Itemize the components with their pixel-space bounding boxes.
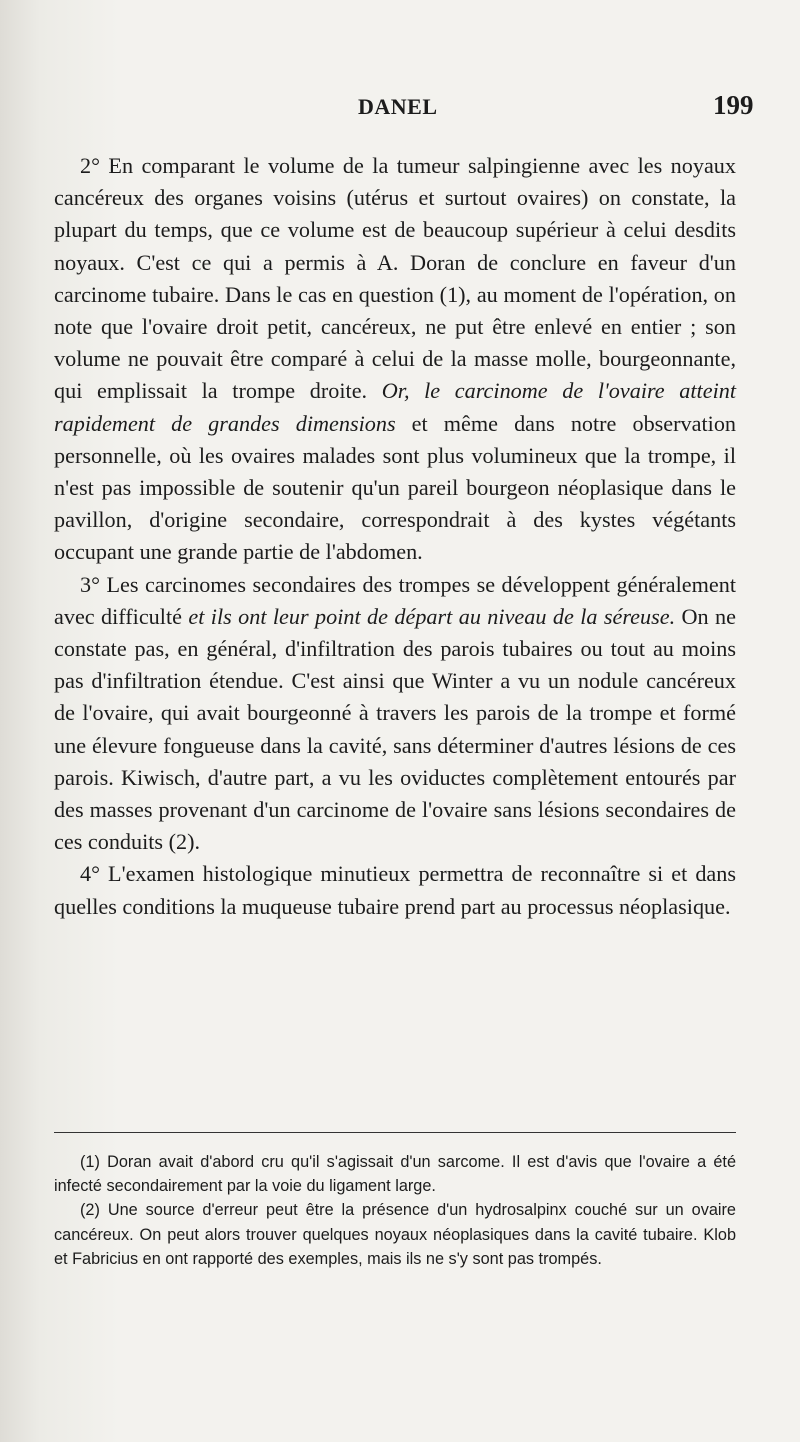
running-head: DANEL: [358, 94, 438, 119]
paragraph-2: [54, 150, 736, 569]
paragraph-2-text: 2° En comparant le volume de la tumeur salpingienne avec les noyaux cancéreux des organes voisins (utérus et surtout ovaires) on constate, la plupart du temps, que ce volume est de beaucoup supérieur à celui desdits noyaux. C'est ce qui a permis à A. Doran de conclure en faveur d'un carcinome tubaire. Dans le cas en question (1), au moment de l'opération, on note que l'ovaire droit petit, cancéreux, ne put être enlevé en entier ; son volume ne pouvait être comparé à celui de la masse molle, bourgeonnante, qui emplissait la trompe droite.: [54, 153, 736, 404]
page-header: [0, 88, 800, 128]
paragraph-4: 4° L'examen histologique minutieux permettra de reconnaître si et dans quelles conditions la muqueuse tubaire prend part au processus néoplasique.: [54, 861, 736, 919]
footnote-rule: [54, 1132, 736, 1133]
paragraph-2-italic: Or, le carcinome de l'ovaire atteint rapidement de grandes dimensions: [54, 378, 736, 436]
paragraph-3-text-end: On ne constate pas, en général, d'infiltration des parois tubaires ou tout au moins pas d'infiltration étendue. C'est ainsi que Winter a vu un nodule cancéreux de l'ovaire, qui avait bourgeonné à travers les parois de la trompe et formé une élevure fongueuse dans la cavité, sans déterminer d'autres lésions de ces parois. Kiwisch, d'autre part, a vu les oviductes complètement entourés par des masses provenant d'un carcinome de l'ovaire sans lésions secondaires de ces conduits (2).: [54, 603, 736, 855]
footnote-1: (1) Doran avait d'abord cru qu'il s'agissait d'un sarcome. Il est d'avis que l'ovaire a été infecté secondairement par la voie du ligament large.: [54, 1153, 736, 1196]
paragraph-2-text-end: et même dans notre observation personnelle, où les ovaires malades sont plus volumineux que la trompe, il n'est pas impossible de soutenir qu'un pareil bourgeon néoplasique dans le pavillon, d'origine secondaire, correspondrait à des kystes végétants occupant une grande partie de l'abdomen.: [54, 410, 737, 565]
page-number: 199: [713, 90, 754, 120]
paragraph-3-text: 3° Les carcinomes secondaires des trompes se développent généralement avec difficulté: [54, 571, 736, 629]
paragraph-3: [54, 569, 736, 859]
footnotes: [54, 1150, 736, 1271]
footnote-2: (2) Une source d'erreur peut être la présence d'un hydrosalpinx couché sur un ovaire cancéreux. On peut alors trouver quelques noyaux néoplasiques dans la cavité tubaire. Klob et Fabricius en ont rapporté des exemples, mais ils ne s'y sont pas trompés.: [54, 1201, 736, 1268]
body-text: [54, 150, 736, 923]
paragraph-3-italic: et ils ont leur point de départ au niveau de la séreuse.: [188, 603, 676, 629]
